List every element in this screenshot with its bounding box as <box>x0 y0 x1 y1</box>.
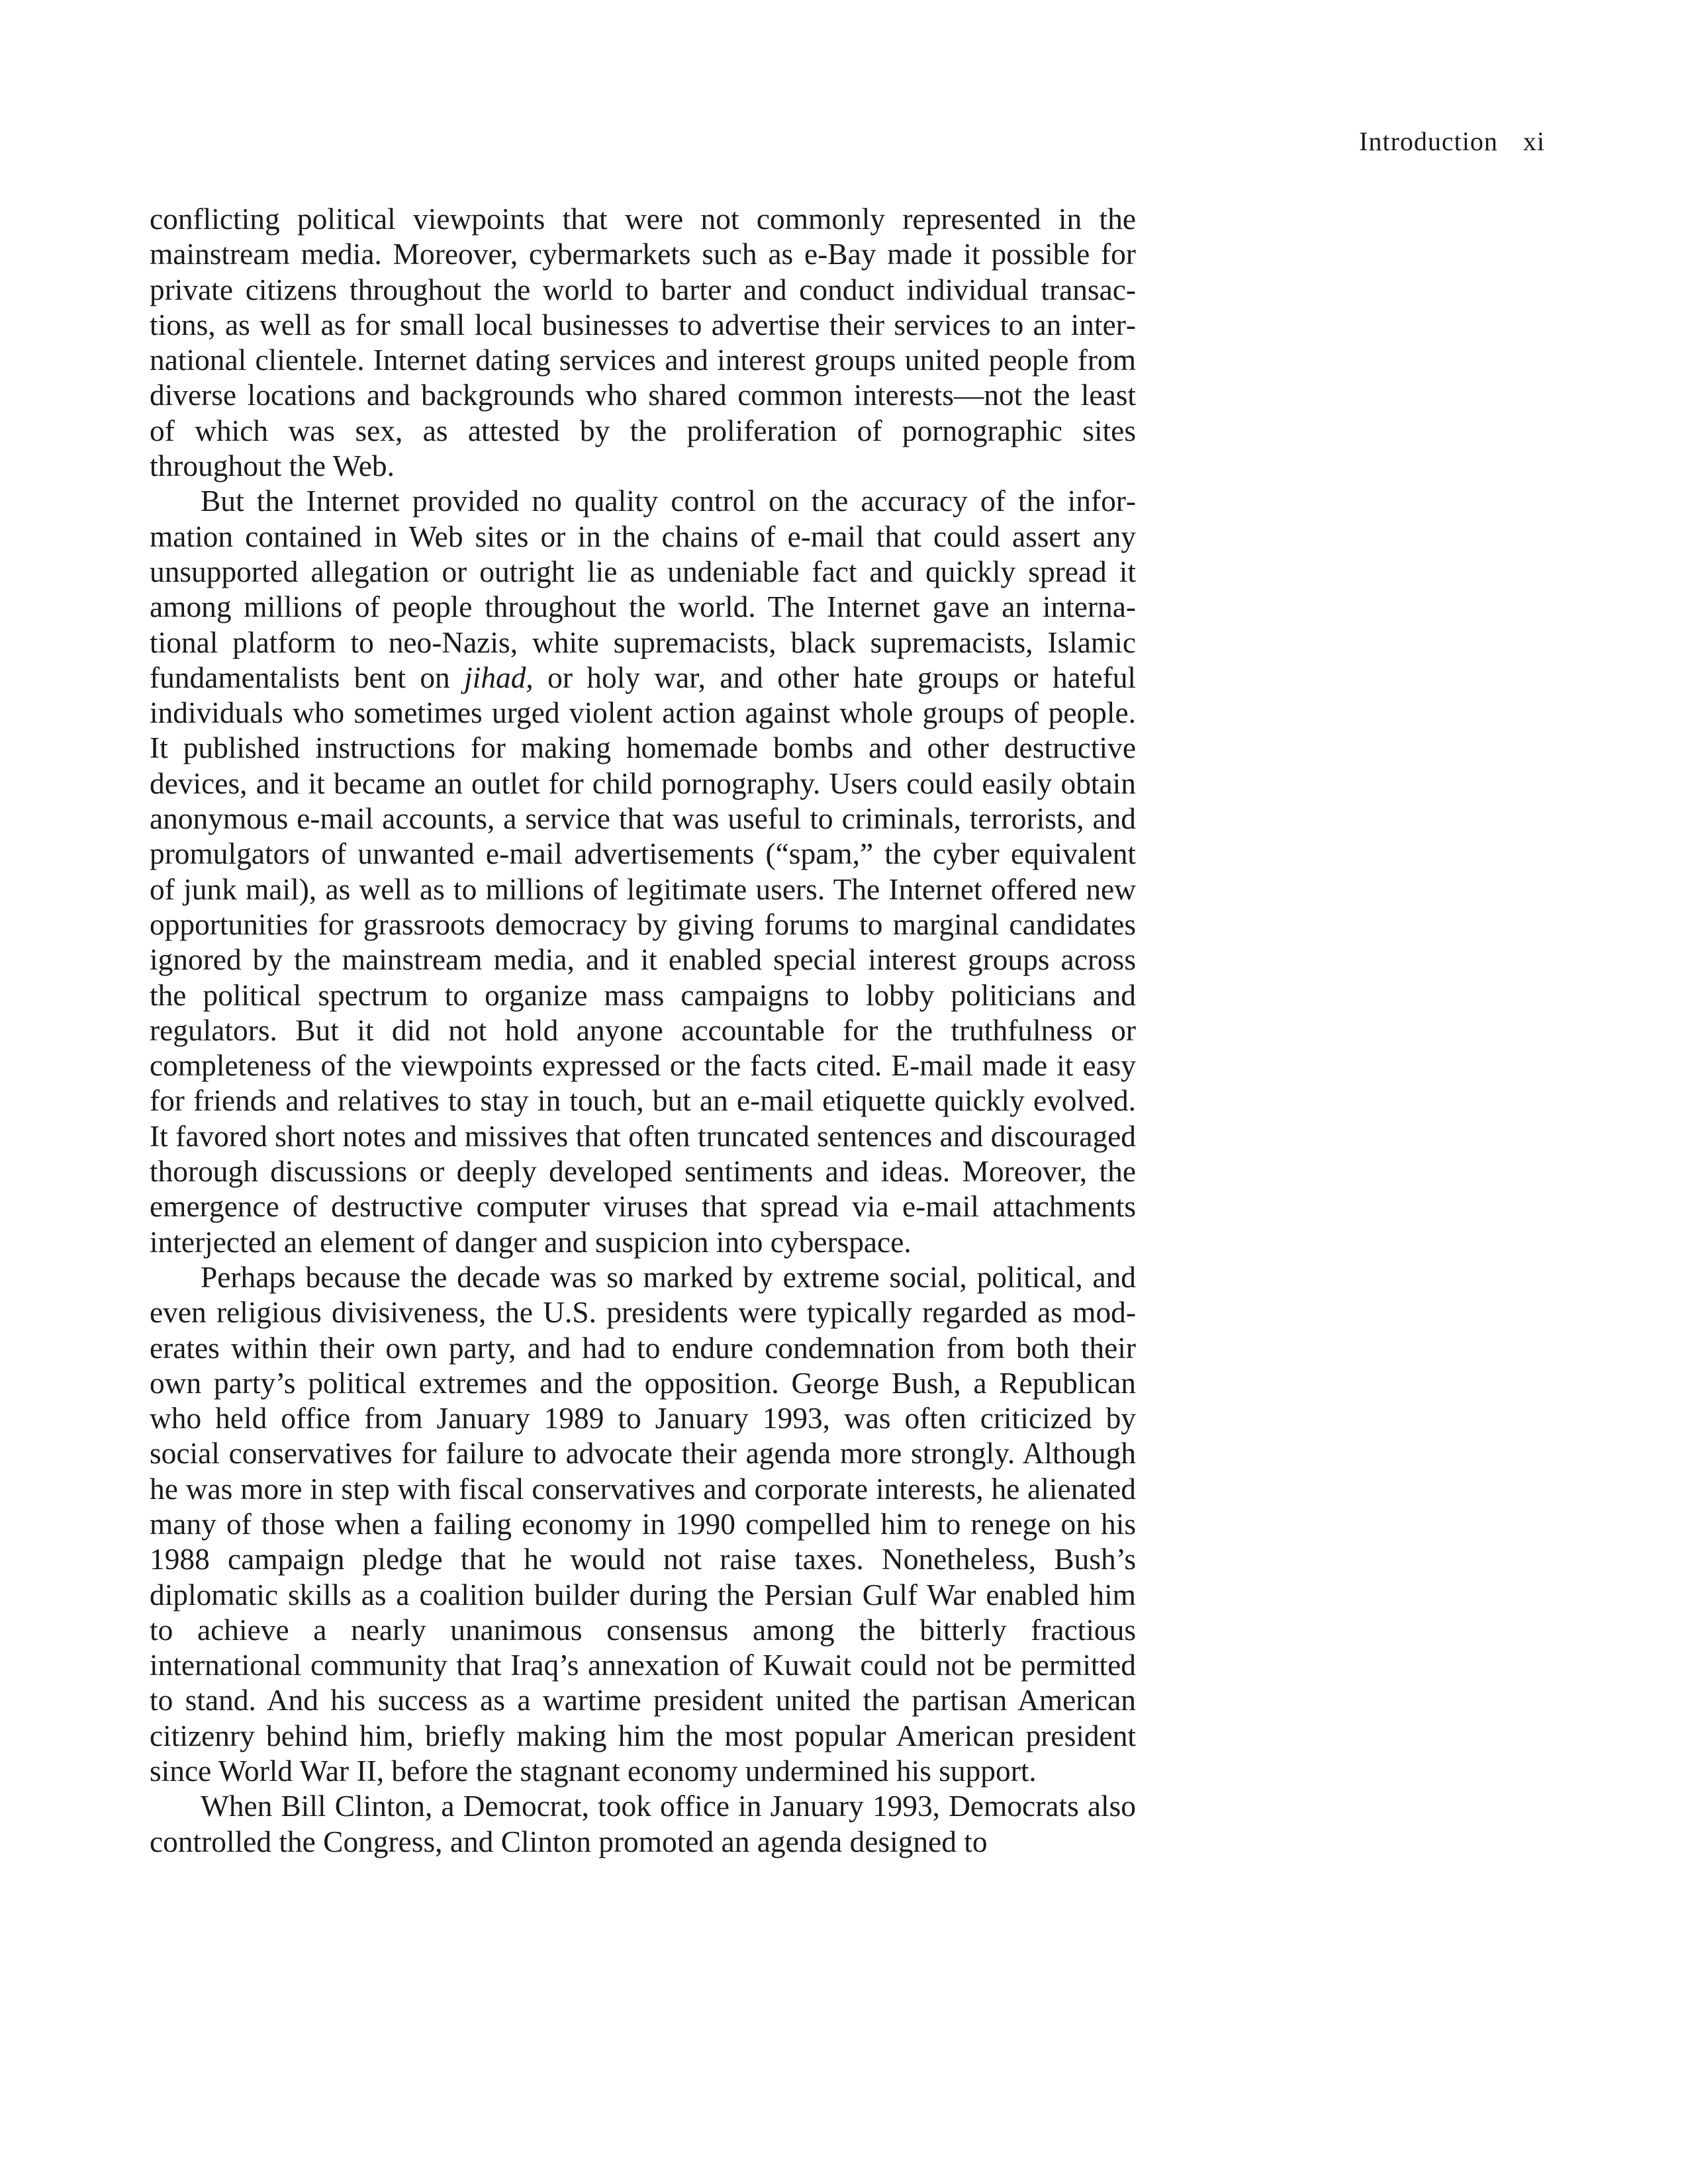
page-number: xi <box>1523 126 1545 156</box>
paragraph-4: When Bill Clinton, a Democrat, took office in January 1993, Democrats also controlled the Congress, and Clinton promoted an agenda designed to <box>150 1790 1136 1858</box>
paragraph-2-text-a: But the Internet provided no quality control on the accuracy of the information contained in Web sites or in the chains of e-mail that could assert any unsupported allegation or outright lie as undeniable fact and quickly spread it among millions of people throughout the world. The Internet gave an international platform to neo-Nazis, white supremacists, black supremacists, Islamic fundamentalists bent on <box>150 484 1136 694</box>
running-header <box>1359 126 1545 157</box>
paragraph-3: Perhaps because the decade was so marked by extreme social, political, and even religious divisiveness, the U.S. presidents were typically regarded as moderates within their own party, and had to endure condemnation from both their own party’s political extremes and the opposition. George Bush, a Republican who held office from January 1989 to January 1993, was often criticized by social conservatives for failure to advocate their agenda more strongly. Although he was more in step with fiscal conservatives and corporate interests, he alienated many of those when a failing economy in 1990 compelled him to renege on his 1988 campaign pledge that he would not raise taxes. Nonetheless, Bush’s diplomatic skills as a coalition builder during the Persian Gulf War enabled him to achieve a nearly unanimous consensus among the bitterly fractious international community that Iraq’s annexation of Kuwait could not be permitted to stand. And his success as a wartime president united the partisan American citizenry behind him, briefly making him the most popular American president since World War II, before the stagnant economy undermined his support. <box>150 1260 1136 1788</box>
section-title: Introduction <box>1359 126 1498 156</box>
body-text <box>150 202 1136 1860</box>
paragraph-2-text-b: or holy war, and other hate groups or hateful individuals who sometimes urged violent action against whole groups of people. It published instructions for making homemade bombs and other destructive devices, and it became an outlet for child pornography. Users could easily obtain anonymous e-mail accounts, a service that was useful to criminals, terrorists, and promulgators of unwanted e-mail advertisements (“spam,” the cyber equivalent of junk mail), as well as to millions of legitimate users. The Internet offered new opportunities for grassroots democracy by giving forums to marginal candidates ignored by the mainstream media, and it enabled special interest groups across the political spectrum to organize mass campaigns to lobby politicians and regulators. But it did not hold anyone accountable for the truthfulness or completeness of the viewpoints expressed or the facts cited. E-mail made it easy for friends and relatives to stay in touch, but an e-mail etiquette quickly evolved. It favored short notes and missives that often truncated sentences and discouraged thorough discussions or deeply developed sentiments and ideas. Moreover, the emergence of destructive computer viruses that spread via e-mail attachments interjected an element of danger and suspicion into cyberspace. <box>150 660 1136 1259</box>
paragraph-2 <box>150 484 1136 1260</box>
italic-term-jihad: jihad, <box>464 660 534 694</box>
paragraph-1: conflicting political viewpoints that were not commonly represented in the mainstream media. Moreover, cybermarkets such as e-Bay made it possible for private citizens throughout the world to barter and conduct individual transactions, as well as for small local businesses to advertise their services to an international clientele. Internet dating services and interest groups united people from diverse locations and backgrounds who shared common interests—not the least of which was sex, as attested by the proliferation of pornographic sites throughout the Web. <box>150 203 1136 483</box>
